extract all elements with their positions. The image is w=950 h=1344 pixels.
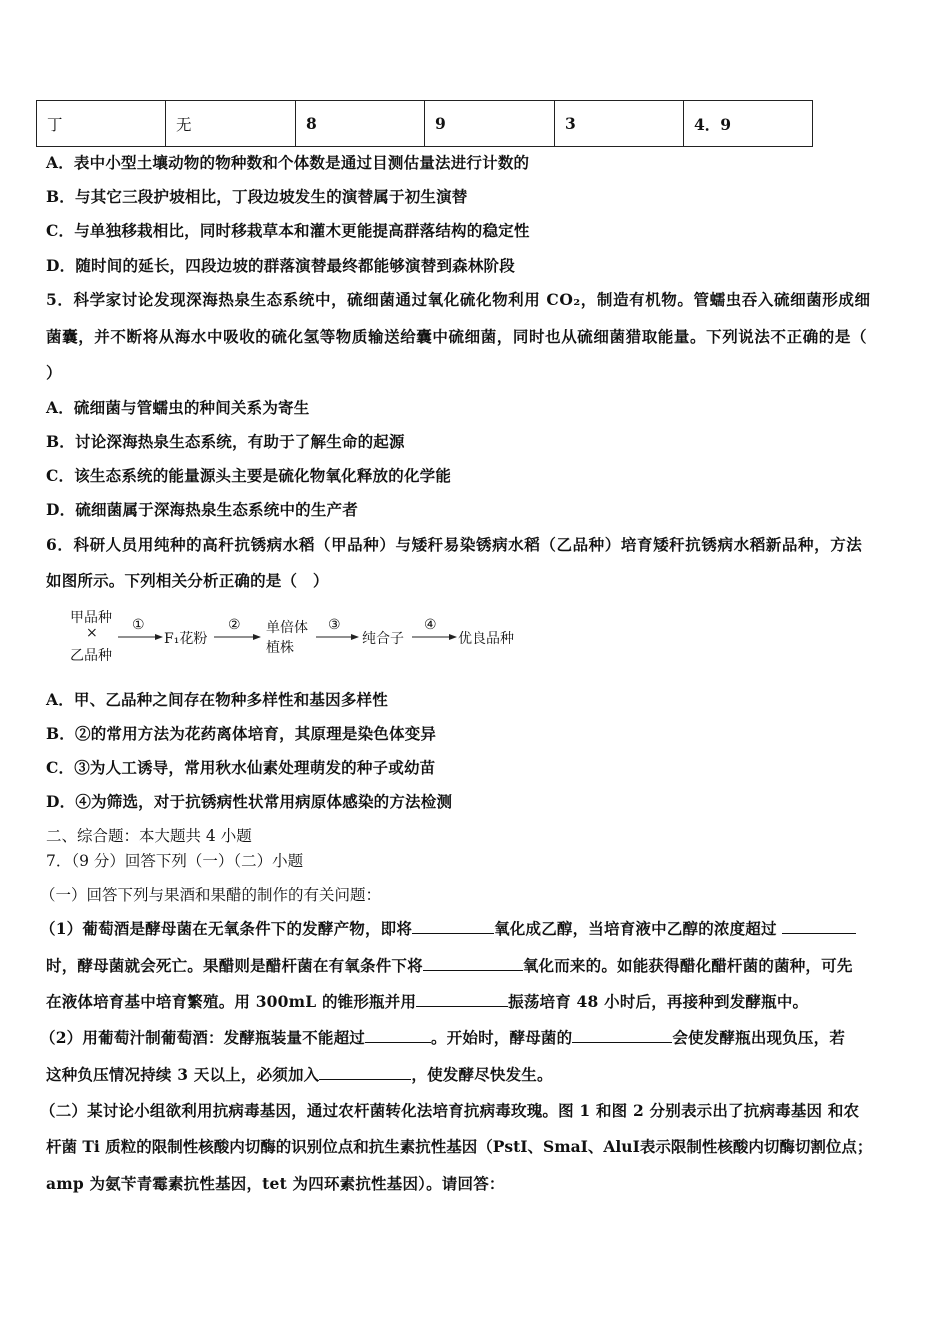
q7-part2-line1: （二）某讨论小组欲利用抗病毒基因，通过农杆菌转化法培育抗病毒玫瑰。图 1 和图 2 分别表示出了抗病毒基因 和农 xyxy=(40,1101,860,1120)
answer-blank[interactable] xyxy=(782,919,856,934)
q7-p1-text-d: 氧化而来的。如能获得醋化醋杆菌的菌种，可先 xyxy=(522,956,853,975)
q4-option-d: D．随时间的延长，四段边坡的群落演替最终都能够演替到森林阶段 xyxy=(46,256,515,275)
q4-option-b: B．与其它三段护坡相比，丁段边坡发生的演替属于初生演替 xyxy=(46,187,468,206)
q7-p1-line3 xyxy=(46,990,808,1012)
q6-option-b: B．②的常用方法为花药离体培育，其原理是染色体变异 xyxy=(46,724,437,743)
q6-option-d: D．④为筛选，对于抗锈病性状常用病原体感染的方法检测 xyxy=(46,792,453,811)
q7-p1-text-c: 时，酵母菌就会死亡。果醋则是醋杆菌在有氧条件下将 xyxy=(46,956,423,975)
q5-option-a: A．硫细菌与管蠕虫的种间关系为寄生 xyxy=(46,398,310,417)
q5-stem-line3: ） xyxy=(46,363,62,382)
q7-p2-text-e: ，使发酵尽快发生。 xyxy=(411,1065,553,1084)
q5-stem-line1: 5．科学家讨论发现深海热泉生态系统中，硫细菌通过氧化硫化物利用 CO₂，制造有机物。管蠕虫吞入硫细菌形成细 xyxy=(46,290,871,309)
section-heading: 二、综合题：本大题共 4 小题 xyxy=(46,827,252,845)
q6-stem-line2: 如图所示。下列相关分析正确的是（ ） xyxy=(46,571,329,590)
q7-p1-text-f: 振荡培育 48 小时后，再接种到发酵瓶中。 xyxy=(508,992,809,1011)
q7-title: 7．（9 分）回答下列（一）（二）小题 xyxy=(46,852,304,870)
q6-option-a: A．甲、乙品种之间存在物种多样性和基因多样性 xyxy=(46,690,388,709)
q7-part2-line2: 杆菌 Ti 质粒的限制性核酸内切酶的识别位点和抗生素抗性基因（PstⅠ、SmaⅠ、AluⅠ表示限制性核酸内切酶切割位点； xyxy=(46,1137,873,1156)
q7-p2-text-c: 会使发酵瓶出现负压，若 xyxy=(672,1028,846,1047)
table-cell: 无 xyxy=(166,101,296,147)
q7-p1-line2 xyxy=(46,954,853,976)
answer-blank[interactable] xyxy=(365,1028,431,1043)
q7-p2-text-a: （2）用葡萄汁制葡萄酒：发酵瓶装量不能超过 xyxy=(40,1028,365,1047)
q5-option-c: C．该生态系统的能量源头主要是硫化物氧化释放的化学能 xyxy=(46,466,452,485)
q5-stem-line2: 菌囊，并不断将从海水中吸收的硫化氢等物质输送给囊中硫细菌，同时也从硫细菌猎取能量。下列说法不正确的是（ xyxy=(46,327,868,346)
node-fine-variety: 优良品种 xyxy=(458,631,514,647)
node-f1-pollen: F₁花粉 xyxy=(164,631,208,647)
q7-p1-text-b: 氧化成乙醇，当培育液中乙醇的浓度超过 xyxy=(494,919,777,938)
q7-p1-text-a: （1）葡萄酒是酵母菌在无氧条件下的发酵产物，即将 xyxy=(40,919,413,938)
table-cell: 8 xyxy=(296,101,425,147)
q7-p2-line1 xyxy=(40,1026,845,1048)
q4-option-c: C．与单独移栽相比，同时移栽草本和灌木更能提高群落结构的稳定性 xyxy=(46,221,530,240)
answer-blank[interactable] xyxy=(412,919,494,934)
flow-arrows xyxy=(66,607,526,667)
table-cell: 4．9 xyxy=(684,101,813,147)
q7-part2-line3: amp 为氨苄青霉素抗性基因，tet 为四环素抗性基因）。请回答： xyxy=(46,1174,505,1193)
table-cell: 9 xyxy=(425,101,555,147)
q7-p1-text-e: 在液体培育基中培育繁殖。用 300mL 的锥形瓶并用 xyxy=(46,992,417,1011)
node-homozygote: 纯合子 xyxy=(362,631,404,647)
parent-1-label: 甲品种 xyxy=(70,610,112,626)
q6-stem-line1: 6．科研人员用纯种的高秆抗锈病水稻（甲品种）与矮秆易染锈病水稻（乙品种）培育矮秆抗锈病水稻新品种，方法 xyxy=(46,535,863,554)
q7-p1-line1 xyxy=(40,917,856,939)
answer-blank[interactable] xyxy=(319,1065,411,1080)
q6-option-c: C．③为人工诱导，常用秋水仙素处理萌发的种子或幼苗 xyxy=(46,758,436,777)
data-table xyxy=(36,100,813,147)
cross-symbol: × xyxy=(86,625,98,641)
table-cell: 丁 xyxy=(37,101,166,147)
breeding-flow-diagram xyxy=(66,607,526,667)
answer-blank[interactable] xyxy=(572,1028,672,1043)
node-haploid-a: 单倍体 xyxy=(266,620,308,636)
step-3-label: ③ xyxy=(328,617,341,633)
parent-2-label: 乙品种 xyxy=(70,648,112,664)
step-2-label: ② xyxy=(228,617,241,633)
table-row xyxy=(37,101,813,147)
q7-p2-text-b: 。开始时，酵母菌的 xyxy=(431,1028,573,1047)
table-cell: 3 xyxy=(555,101,684,147)
q7-part1-title: （一）回答下列与果酒和果醋的制作的有关问题： xyxy=(40,886,382,904)
answer-blank[interactable] xyxy=(416,992,508,1007)
q5-option-d: D．硫细菌属于深海热泉生态系统中的生产者 xyxy=(46,500,358,519)
step-4-label: ④ xyxy=(424,617,437,633)
q4-option-a: A．表中小型土壤动物的物种数和个体数是通过目测估量法进行计数的 xyxy=(46,153,530,172)
answer-blank[interactable] xyxy=(423,956,523,971)
node-haploid-b: 植株 xyxy=(266,640,294,656)
q7-p2-text-d: 这种负压情况持续 3 天以上，必须加入 xyxy=(46,1065,320,1084)
q7-p2-line2 xyxy=(46,1063,553,1085)
q5-option-b: B．讨论深海热泉生态系统，有助于了解生命的起源 xyxy=(46,432,405,451)
step-1-label: ① xyxy=(132,617,145,633)
